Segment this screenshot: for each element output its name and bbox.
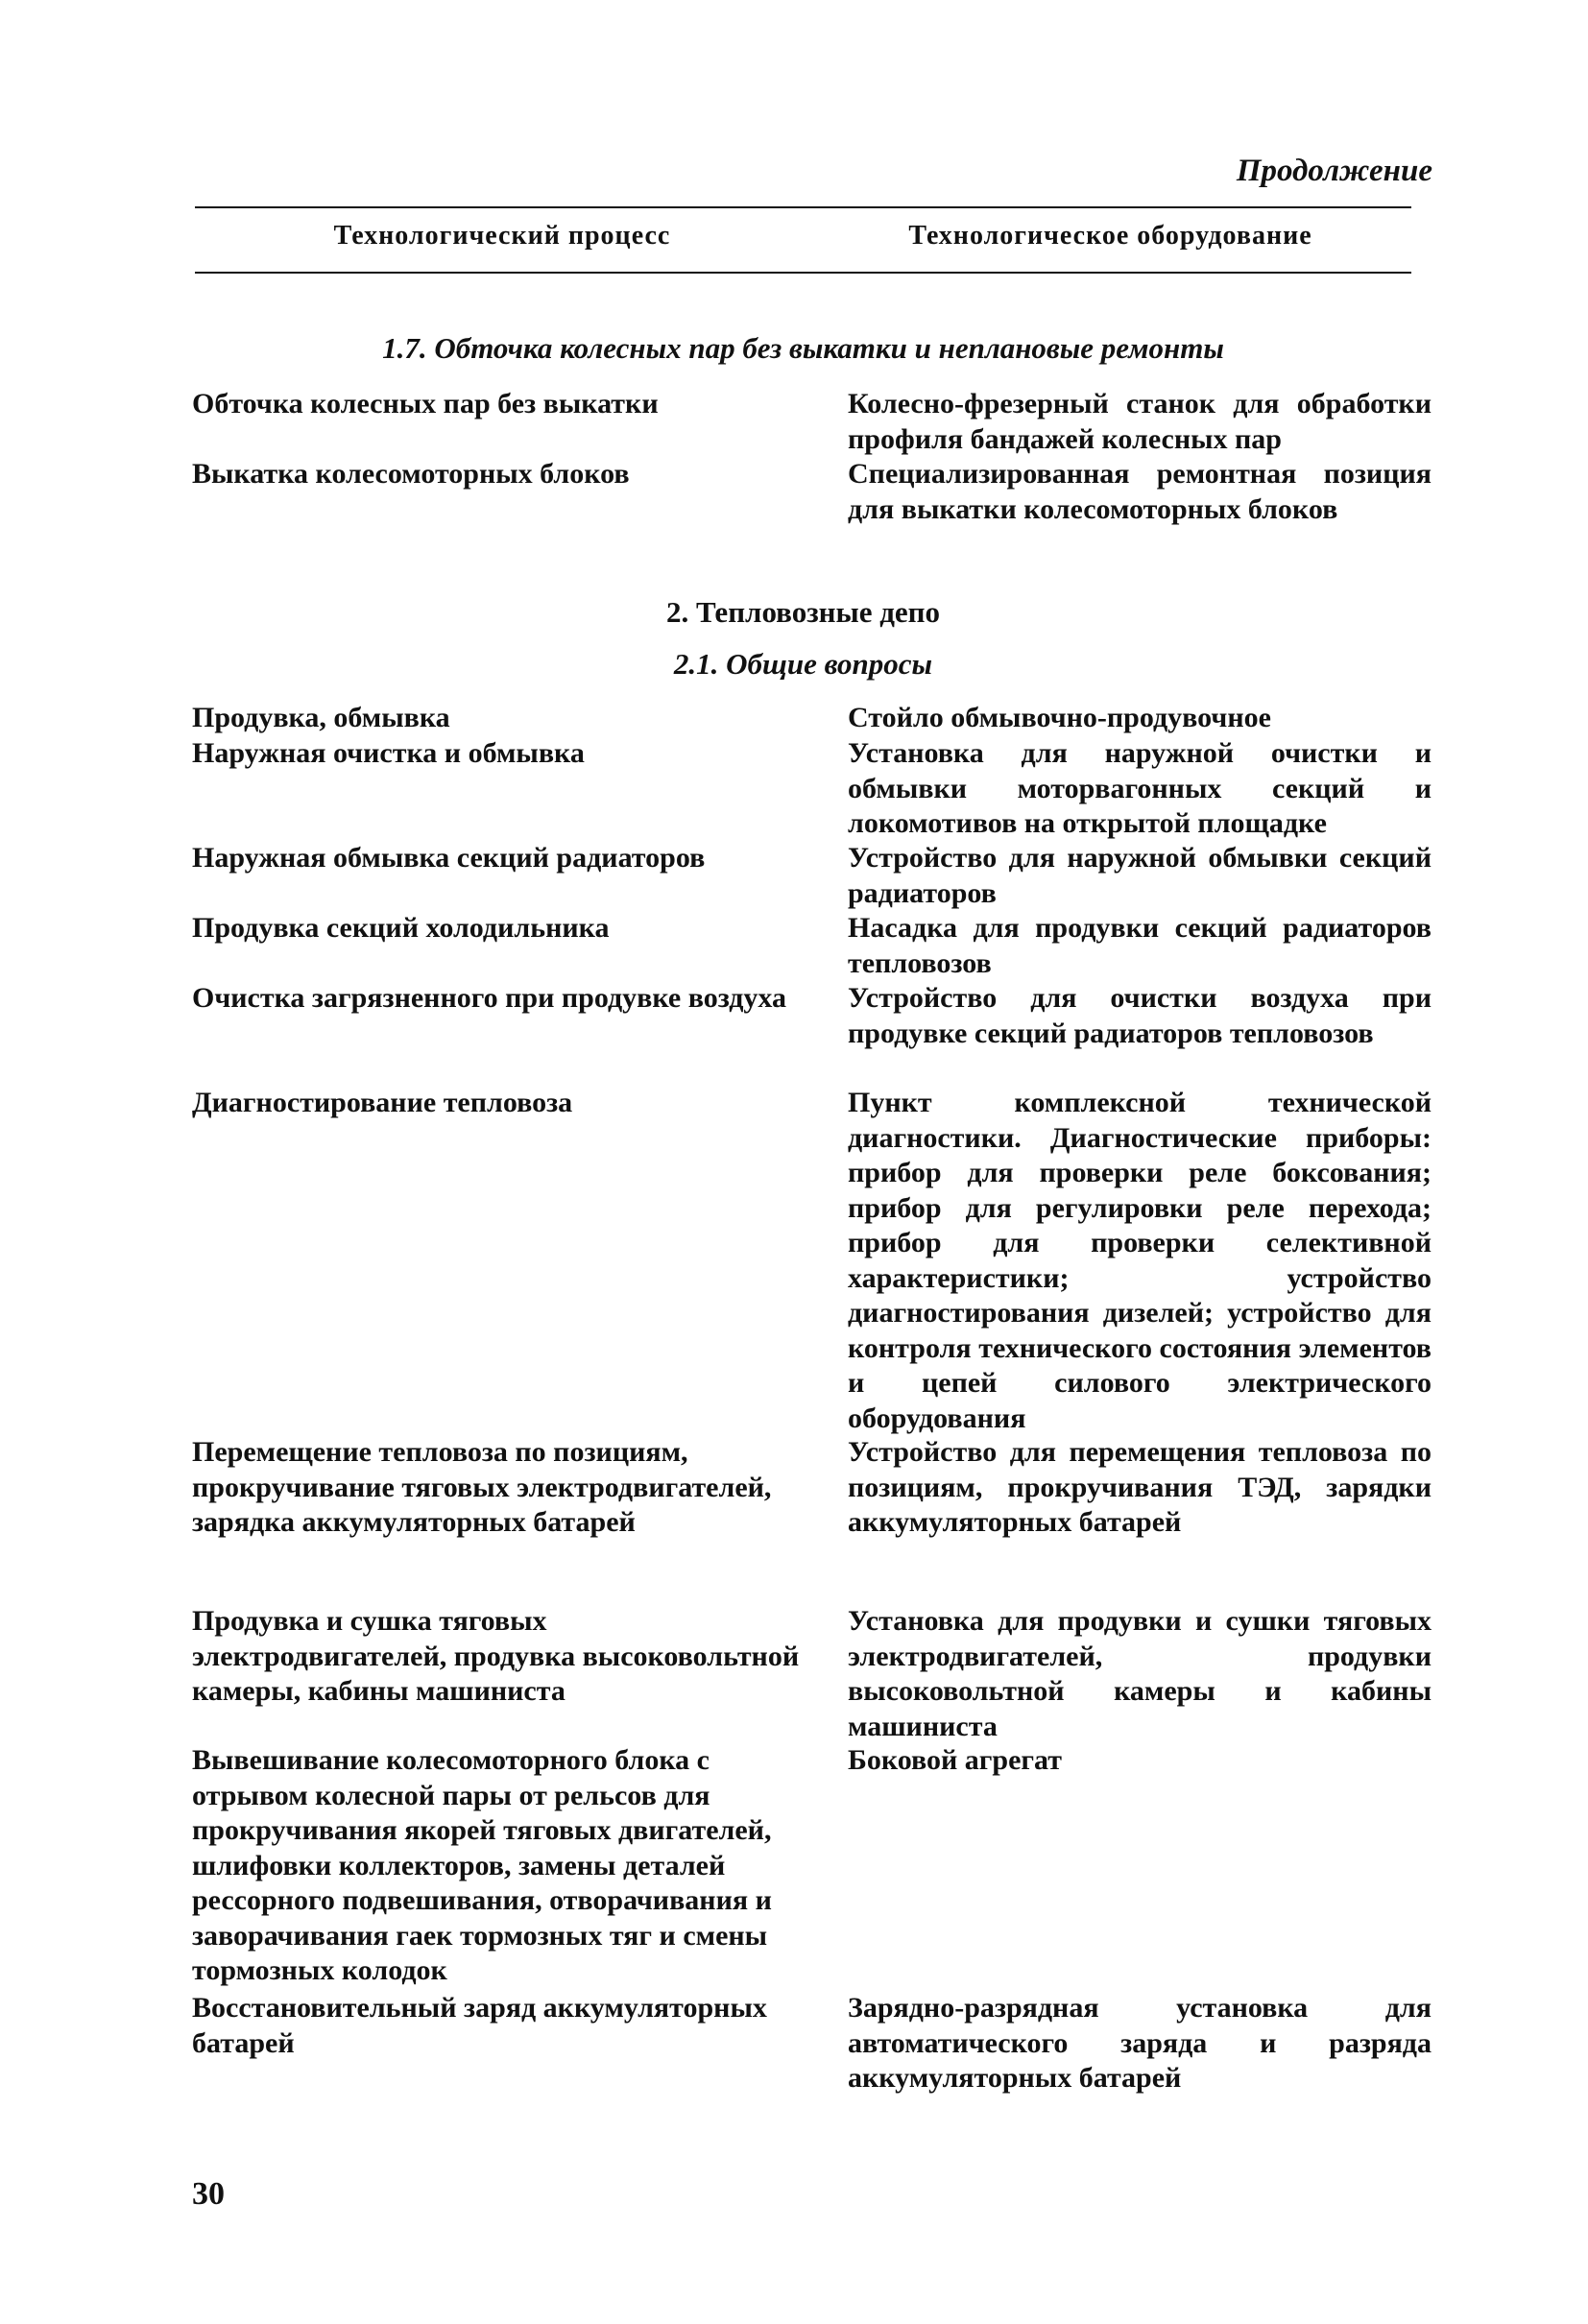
page-number: 30 <box>192 2176 225 2212</box>
continuation-label: Продолжение <box>1236 154 1432 188</box>
table-row-process: Очистка загрязненного при продувке воздуха <box>192 982 786 1014</box>
table-row-process: Вывешивание колесомоторного блока с отрывом колесной пары от рельсов для прокручивания якорей тяговых двигателей, шлифовки коллекторов, замены деталей рессорного подвешивания, отворачивания и заворачивания гаек тормозных тяг и смены тормозных колодок <box>192 1744 772 1986</box>
table-row-process: Наружная обмывка секций радиаторов <box>192 842 706 874</box>
table-row-equipment: Устройство для очистки воздуха при продувке секций радиаторов тепловозов <box>848 982 1432 1049</box>
table-row-equipment: Стойло обмывочно-продувочное <box>848 702 1271 733</box>
table-row-equipment: Зарядно-разрядная установка для автоматического заряда и разряда аккумуляторных батарей <box>848 1992 1432 2094</box>
table-row-equipment: Боковой агрегат <box>848 1744 1062 1776</box>
table-row-equipment: Специализированная ремонтная позиция для выкатки колесомоторных блоков <box>848 458 1432 525</box>
table-row-equipment: Насадка для продувки секций радиаторов тепловозов <box>848 912 1432 979</box>
table-row-process: Обточка колесных пар без выкатки <box>192 388 659 419</box>
table-row-equipment: Устройство для наружной обмывки секций радиаторов <box>848 842 1432 909</box>
section-heading-1-7: 1.7. Обточка колесных пар без выкатки и неплановые ремонты <box>382 331 1224 365</box>
table-row-equipment: Устройство для перемещения тепловоза по позициям, прокручивания ТЭД, зарядки аккумуляторных батарей <box>848 1436 1432 1538</box>
column-header-equipment: Технологическое оборудование <box>908 221 1312 251</box>
table-row-process: Диагностирование тепловоза <box>192 1087 573 1118</box>
table-row-equipment: Колесно-фрезерный станок для обработки профиля бандажей колесных пар <box>848 388 1432 455</box>
column-header-process: Технологический процесс <box>333 221 671 251</box>
table-row-process: Наружная очистка и обмывка <box>192 737 585 769</box>
section-heading-2-1: 2.1. Общие вопросы <box>673 647 933 681</box>
table-row-process: Выкатка колесомоторных блоков <box>192 458 630 490</box>
section-heading-2: 2. Тепловозные депо <box>665 595 941 629</box>
table-row-process: Восстановительный заряд аккумуляторных батарей <box>192 1992 767 2059</box>
header-top-rule <box>195 206 1411 208</box>
table-row-process: Продувка секций холодильника <box>192 912 610 944</box>
table-row-equipment: Установка для продувки и сушки тяговых электродвигателей, продувки высоковольтной камеры и кабины машиниста <box>848 1605 1432 1742</box>
table-row-process: Продувка и сушка тяговых электродвигателей, продувка высоковольтной камеры, кабины машиниста <box>192 1605 800 1707</box>
table-row-equipment: Установка для наружной очистки и обмывки моторвагонных секций и локомотивов на открытой площадке <box>848 737 1432 839</box>
table-row-equipment: Пункт комплексной технической диагностики. Диагностические приборы: прибор для проверки реле боксования; прибор для регулировки реле перехода; прибор для проверки селективной характеристики; устройство диагностирования дизелей; устройство для контроля технического состояния элементов и цепей силового электрического оборудования <box>848 1087 1432 1434</box>
header-bottom-rule <box>195 272 1411 274</box>
table-row-process: Перемещение тепловоза по позициям, прокручивание тяговых электродвигателей, зарядка аккумуляторных батарей <box>192 1436 772 1538</box>
table-row-process: Продувка, обмывка <box>192 702 450 733</box>
table-header <box>195 221 1411 259</box>
